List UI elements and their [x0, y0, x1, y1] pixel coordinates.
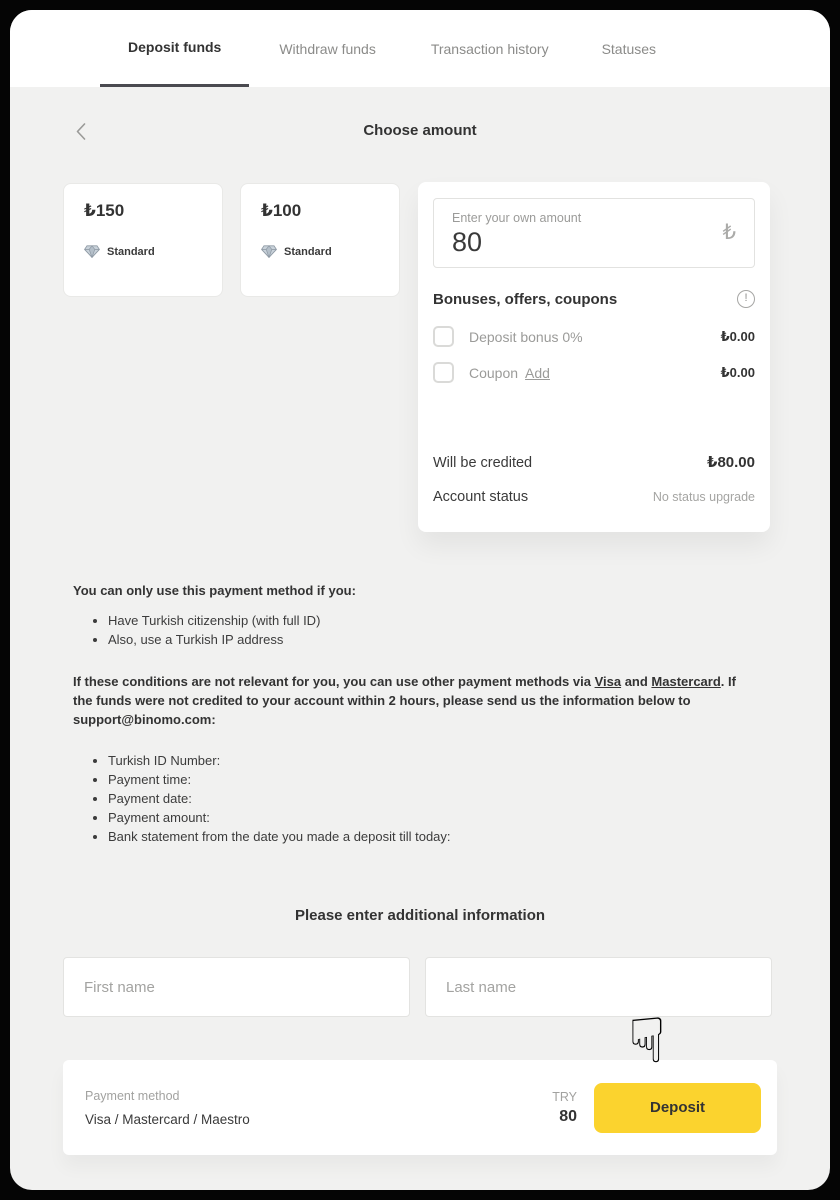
card-tier — [261, 245, 379, 258]
checkout-bar — [63, 1060, 777, 1155]
list-item: • Payment time: — [108, 770, 749, 789]
account-status-label: Account status — [433, 489, 529, 505]
first-name-field[interactable] — [63, 957, 410, 1017]
lira-currency-icon: ₺ — [722, 221, 736, 244]
total-amount-block — [552, 1090, 577, 1126]
info-icon[interactable]: ! — [737, 290, 755, 308]
visa-link[interactable]: Visa — [594, 674, 622, 689]
paragraph-text: If these conditions are not relevant for you, you can use other payment methods via — [73, 674, 595, 689]
coupon-value: ₺0.00 — [720, 364, 755, 380]
list-item: • Bank statement from the date you made a deposit till today: — [108, 827, 749, 846]
deposit-bonus-value: ₺0.00 — [720, 328, 755, 344]
mastercard-link[interactable]: Mastercard — [651, 674, 721, 689]
deposit-bonus-checkbox[interactable] — [433, 326, 454, 347]
amount-panel — [418, 182, 770, 532]
currency-code: TRY — [552, 1089, 577, 1104]
tab-transaction-history[interactable] — [431, 10, 549, 87]
coupon-add-link[interactable]: Add — [525, 364, 550, 381]
deposit-bonus-label: Deposit bonus 0% — [469, 328, 583, 345]
credited-value: ₺80.00 — [707, 454, 755, 471]
bonuses-header-row — [433, 290, 755, 308]
account-status-row — [433, 489, 755, 505]
notice-intro: You can only use this payment method if you: — [73, 583, 356, 598]
account-status-value: No status upgrade — [652, 490, 755, 504]
credited-label: Will be credited — [433, 455, 533, 471]
deposit-screen — [10, 10, 830, 1190]
tab-label: Statuses — [601, 40, 657, 57]
paragraph-text: . If the funds were not credited to your account within 2 hours, please send us the information below to support@binomo.com: — [73, 674, 736, 727]
quick-amount-card-150[interactable] — [63, 183, 223, 297]
total-amount: 80 — [559, 1107, 577, 1125]
deposit-bonus-row — [433, 326, 755, 347]
list-item: • Turkish ID Number: — [108, 751, 749, 770]
tab-label: Withdraw funds — [279, 40, 376, 57]
card-amount: ₺100 — [261, 201, 302, 220]
list-item: • Payment amount: — [108, 808, 749, 827]
tab-withdraw-funds[interactable] — [279, 10, 375, 87]
page-title: Choose amount — [363, 122, 477, 139]
payment-method-label: Payment method — [85, 1088, 180, 1103]
tab-statuses[interactable] — [602, 10, 656, 87]
hand-pointer-down-icon: ☟ — [628, 1004, 666, 1077]
custom-amount-input[interactable] — [452, 227, 672, 258]
credited-row — [433, 453, 755, 471]
paragraph-text: and — [621, 674, 652, 689]
bonuses-title: Bonuses, offers, coupons — [433, 290, 618, 308]
coupon-checkbox[interactable] — [433, 362, 454, 383]
custom-amount-field[interactable] — [433, 198, 755, 268]
coupon-row — [433, 362, 755, 383]
payment-notice — [73, 583, 749, 846]
tab-deposit-funds[interactable] — [100, 10, 249, 87]
tab-label: Transaction history — [430, 40, 549, 57]
list-item: • Also, use a Turkish IP address — [108, 630, 749, 649]
conditions-list — [73, 611, 749, 649]
list-item: • Payment date: — [108, 789, 749, 808]
diamond-icon — [84, 245, 100, 258]
card-amount: ₺150 — [84, 201, 125, 220]
required-info-list — [73, 751, 749, 846]
tab-label: Deposit funds — [128, 39, 222, 55]
additional-info-title: Please enter additional information — [294, 907, 546, 924]
payment-method-value: Visa / Mastercard / Maestro — [85, 1111, 250, 1127]
diamond-icon — [261, 245, 277, 258]
notice-paragraph — [73, 672, 749, 729]
custom-amount-label: Enter your own amount — [452, 211, 582, 225]
tier-label: Standard — [107, 245, 155, 258]
last-name-field[interactable] — [425, 957, 772, 1017]
list-item: • Have Turkish citizenship (with full ID) — [108, 611, 749, 630]
payment-method-block — [85, 1089, 250, 1127]
tier-label: Standard — [284, 245, 332, 258]
deposit-button[interactable]: Deposit — [594, 1083, 761, 1133]
coupon-label: Coupon — [469, 364, 519, 381]
card-tier — [84, 245, 202, 258]
quick-amount-card-100[interactable] — [240, 183, 400, 297]
tab-bar — [10, 10, 830, 87]
